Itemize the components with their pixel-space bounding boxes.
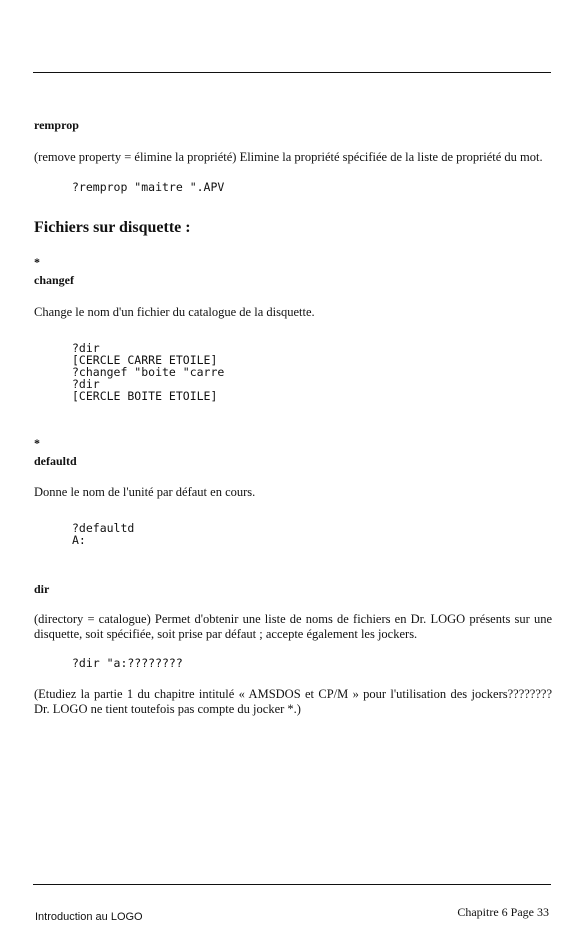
page-content (34, 118, 552, 717)
defaultd-code-line-1: ?defaultd (72, 521, 135, 535)
dir-description: (directory = catalogue) Permet d'obtenir une liste de noms de fichiers en Dr. LOGO présents sur une disquette, soit spécifiée, soit prise par défaut ; accepte également les jockers. (34, 612, 552, 641)
dir-note: (Etudiez la partie 1 du chapitre intitulé « AMSDOS et CP/M » pour l'utilisation des jockers???????? Dr. LOGO ne tient toutefois pas compte du jocker *.) (34, 687, 552, 716)
footer-page-number: Chapitre 6 Page 33 (457, 905, 549, 919)
changef-code-block (34, 342, 552, 402)
bottom-rule (33, 884, 551, 885)
changef-code-line-2: [CERCLE CARRE ETOILE] (72, 353, 218, 367)
section-heading: Fichiers sur disquette : (34, 219, 191, 236)
changef-code-line-5: [CERCLE BOITE ETOILE] (72, 389, 218, 403)
remprop-code-line-1: ?remprop "maitre ".APV (72, 180, 225, 194)
keyword-defaultd: defaultd (34, 454, 77, 468)
remprop-description: (remove property = élimine la propriété) Elimine la propriété spécifiée de la liste de propriété du mot. (34, 150, 543, 164)
changef-code-line-3: ?changef "boite "carre (72, 365, 225, 379)
changef-code-line-4: ?dir (72, 377, 100, 391)
keyword-dir: dir (34, 582, 50, 596)
changef-description: Change le nom d'un fichier du catalogue de la disquette. (34, 305, 315, 319)
keyword-remprop: remprop (34, 118, 79, 132)
defaultd-description: Donne le nom de l'unité par défaut en cours. (34, 485, 256, 499)
changef-code-line-1: ?dir (72, 341, 100, 355)
changef-marker: * (34, 255, 40, 269)
defaultd-code-line-2: A: (72, 533, 86, 547)
top-rule (33, 72, 551, 73)
defaultd-code-block (34, 522, 552, 546)
defaultd-marker: * (34, 436, 40, 450)
footer-book-title: Introduction au LOGO (35, 911, 143, 923)
dir-code-line-1: ?dir "a:???????? (72, 656, 183, 670)
keyword-changef: changef (34, 273, 74, 287)
